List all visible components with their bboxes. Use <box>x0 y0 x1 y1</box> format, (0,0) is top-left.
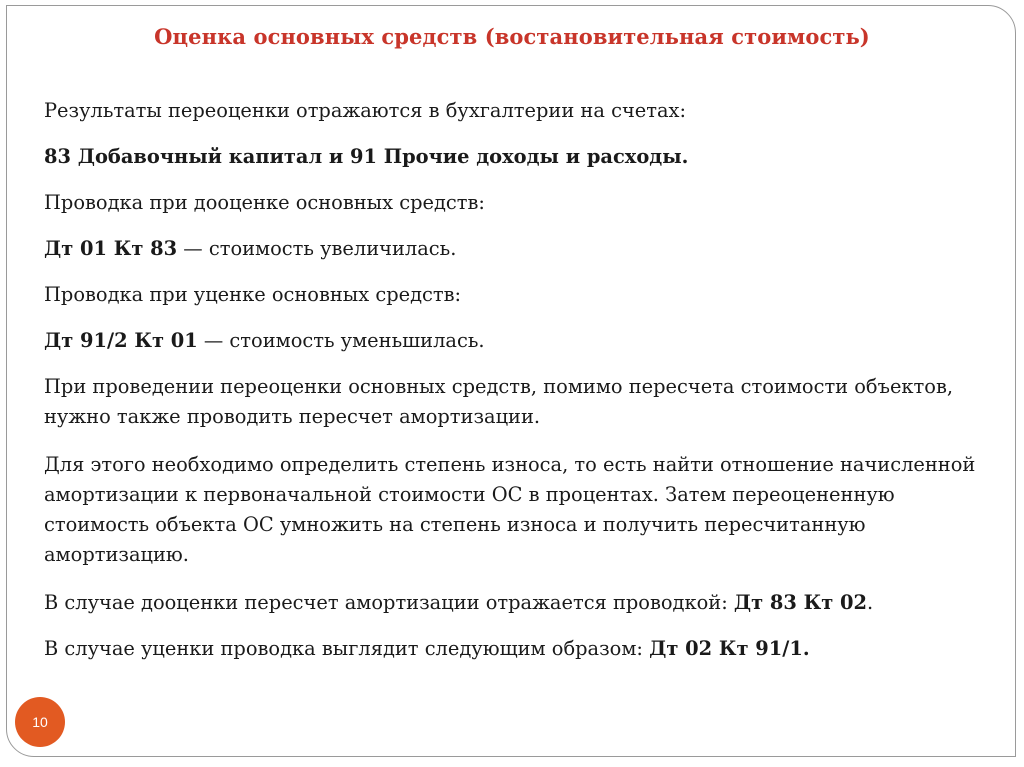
entry-dt02-kt91: Дт 02 Кт 91/1. <box>649 637 810 660</box>
entry-dt01-kt83: Дт 01 Кт 83 <box>44 237 178 260</box>
page-number-badge: 10 <box>15 697 65 747</box>
paragraph-accounts-list: 83 Добавочный капитал и 91 Прочие доходы и расходы. <box>44 145 689 168</box>
paragraph-markdown-posting: Проводка при уценке основных средств: <box>44 283 462 306</box>
slide-body <box>44 96 979 682</box>
entry-dt91-kt01: Дт 91/2 Кт 01 <box>44 329 198 352</box>
paragraph-markdown-entry <box>44 326 979 356</box>
paragraph-revaluation-posting: Проводка при дооценке основных средств: <box>44 191 485 214</box>
paragraph-accounts-intro: Результаты переоценки отражаются в бухгалтерии на счетах: <box>44 99 686 122</box>
paragraph-wear-degree: Для этого необходимо определить степень износа, то есть найти отношение начисленной амортизации к первоначальной стоимости ОС в процентах. Затем переоцененную стоимость объекта ОС умножить на степень износа и получить пересчитанную амортизацию. <box>44 453 976 566</box>
slide-title: Оценка основных средств (востановительная стоимость) <box>154 24 870 49</box>
revaluation-depreciation-text: В случае дооценки пересчет амортизации отражается проводкой: <box>44 591 734 614</box>
entry-dt01-kt83-note: — стоимость увеличилась. <box>177 237 457 260</box>
paragraph-revaluation-entry <box>44 234 979 264</box>
paragraph-markdown-depreciation <box>44 634 979 664</box>
entry-dt83-kt02: Дт 83 Кт 02 <box>733 591 868 614</box>
paragraph-depreciation-recalc: При проведении переоценки основных средств, помимо пересчета стоимости объектов, нужно также проводить пересчет амортизации. <box>44 375 954 428</box>
paragraph-revaluation-depreciation <box>44 588 979 618</box>
revaluation-depreciation-end: . <box>867 591 874 614</box>
entry-dt91-kt01-note: — стоимость уменьшилась. <box>197 329 485 352</box>
markdown-depreciation-text: В случае уценки проводка выглядит следующим образом: <box>44 637 650 660</box>
